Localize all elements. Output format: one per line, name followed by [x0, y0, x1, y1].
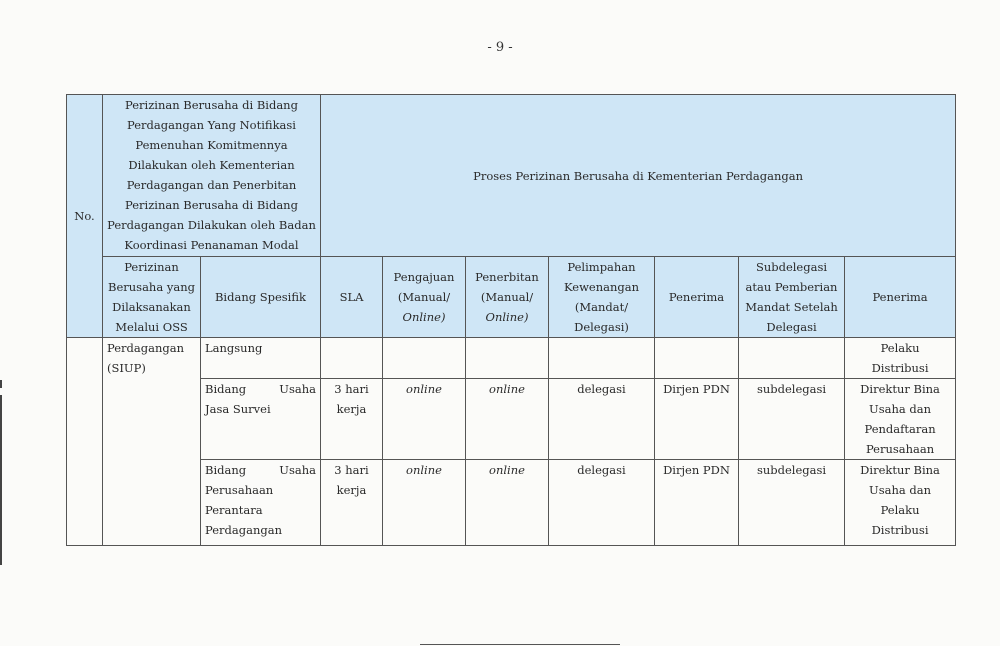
perizinan-table [66, 94, 956, 546]
cell-line: Pendaftaran [864, 422, 936, 436]
header-penerbitan [466, 257, 549, 338]
header-penerima-1: Penerima [655, 257, 739, 338]
cell-subdelegasi [739, 338, 845, 379]
header-no: No. [67, 95, 103, 338]
cell-no [67, 338, 103, 546]
cell-penerima: Dirjen PDN [655, 460, 739, 546]
cell-line: Bidang Usaha [205, 382, 316, 396]
header-perizinan-oss [103, 257, 201, 338]
header-pelimpahan [549, 257, 655, 338]
cell-subdelegasi: subdelegasi [739, 460, 845, 546]
cell-bidang [201, 338, 321, 379]
header-notifikasi-line: Pemenuhan Komitmennya [135, 138, 288, 152]
cell-pengajuan: online [383, 460, 466, 546]
cell-line: Usaha dan [869, 402, 932, 416]
cell-penerima-2 [845, 460, 956, 546]
header-line: (Manual/ [397, 290, 451, 304]
cell-bidang [201, 460, 321, 546]
header-pengajuan [383, 257, 466, 338]
cell-bidang [201, 379, 321, 460]
cell-sla [321, 338, 383, 379]
header-line: Perizinan [124, 260, 179, 274]
cell-line: Distribusi [871, 523, 929, 537]
cell-line: Usaha dan [869, 483, 932, 497]
header-line: (Mandat/ [574, 300, 629, 314]
cell-line: Perdagangan [205, 523, 282, 537]
cell-pelimpahan: delegasi [549, 460, 655, 546]
header-notifikasi-line: Koordinasi Penanaman Modal [124, 238, 299, 252]
cell-line: Direktur Bina [860, 463, 940, 477]
cell-line: Langsung [205, 341, 263, 355]
table-row [67, 338, 956, 379]
cell-sla [321, 379, 383, 460]
cell-line: Bidang Usaha [205, 463, 316, 477]
header-line: Delegasi) [574, 320, 629, 334]
cell-line: 3 hari [334, 382, 369, 396]
header-penerima-2: Penerima [845, 257, 956, 338]
cell-line: Perdagangan [107, 341, 184, 355]
header-line: Online) [402, 310, 446, 324]
header-line: (Manual/ [480, 290, 534, 304]
header-notifikasi-line: Perdagangan Dilakukan oleh Badan [107, 218, 316, 232]
cell-line: kerja [336, 483, 367, 497]
cell-line: Perusahaan [865, 442, 935, 456]
page-number: - 9 - [487, 40, 513, 55]
cell-line: (SIUP) [107, 361, 146, 375]
cell-line: Perusahaan [205, 483, 274, 497]
header-proses: Proses Perizinan Berusaha di Kementerian Perdagangan [321, 95, 956, 257]
header-notifikasi-line: Perizinan Berusaha di Bidang [125, 198, 298, 212]
cell-pelimpahan [549, 338, 655, 379]
header-sla: SLA [321, 257, 383, 338]
cell-penerbitan [466, 338, 549, 379]
cell-pengajuan: online [383, 379, 466, 460]
cell-penerima [655, 338, 739, 379]
cell-penerbitan: online [466, 379, 549, 460]
cell-penerima-2 [845, 379, 956, 460]
cell-line: Direktur Bina [860, 382, 940, 396]
scan-edge-mark [0, 395, 2, 565]
cell-line: kerja [336, 402, 367, 416]
cell-line: 3 hari [334, 463, 369, 477]
cell-penerbitan: online [466, 460, 549, 546]
header-line: Pengajuan [393, 270, 455, 284]
header-bidang-spesifik: Bidang Spesifik [201, 257, 321, 338]
header-notifikasi-line: Perizinan Berusaha di Bidang [125, 98, 298, 112]
header-subdelegasi [739, 257, 845, 338]
header-line: Mandat Setelah [745, 300, 838, 314]
header-line: Dilaksanakan [112, 300, 191, 314]
header-notifikasi-line: Dilakukan oleh Kementerian [128, 158, 295, 172]
cell-penerima-2 [845, 338, 956, 379]
cell-line: Distribusi [871, 361, 929, 375]
header-notifikasi [103, 95, 321, 257]
header-line: Pelimpahan [567, 260, 636, 274]
header-notifikasi-line: Perdagangan Yang Notifikasi [127, 118, 296, 132]
cell-pengajuan [383, 338, 466, 379]
footer-divider [420, 644, 620, 645]
header-line: Melalui OSS [115, 320, 188, 334]
header-line: Berusaha yang [108, 280, 195, 294]
table-row [67, 379, 956, 460]
header-line: Kewenangan [563, 280, 640, 294]
cell-penerima: Dirjen PDN [655, 379, 739, 460]
header-line: Penerbitan [475, 270, 539, 284]
header-line: Subdelegasi [755, 260, 828, 274]
header-line: atau Pemberian [745, 280, 838, 294]
table-row [67, 460, 956, 546]
cell-line: Pelaku [880, 341, 920, 355]
cell-line: Pelaku [880, 503, 920, 517]
header-line: Delegasi [766, 320, 817, 334]
header-line: Online) [485, 310, 529, 324]
cell-subdelegasi: subdelegasi [739, 379, 845, 460]
cell-line: Perantara [205, 503, 263, 517]
cell-perizinan [103, 338, 201, 546]
header-notifikasi-line: Perdagangan dan Penerbitan [126, 178, 297, 192]
cell-pelimpahan: delegasi [549, 379, 655, 460]
cell-line: Jasa Survei [205, 402, 271, 416]
scan-edge-mark [0, 380, 2, 388]
cell-sla [321, 460, 383, 546]
